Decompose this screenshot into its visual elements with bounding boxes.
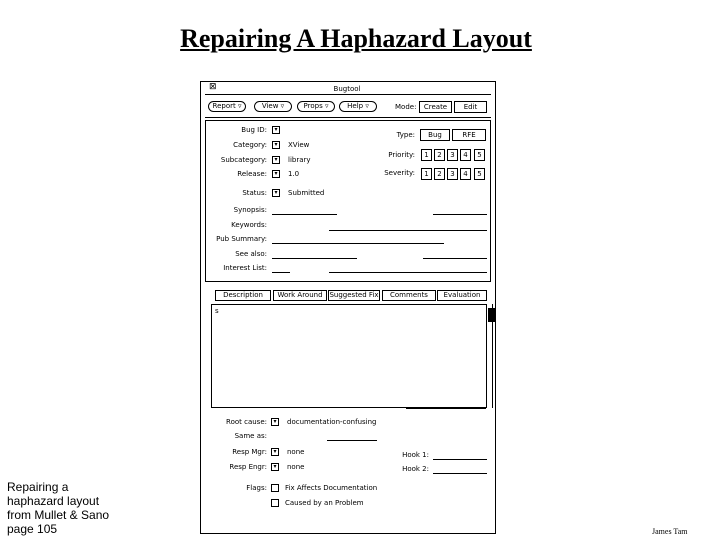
pub-summary-label: Pub Summary: (216, 235, 267, 243)
mode-label: Mode: (395, 103, 417, 111)
type-rfe-option[interactable]: RFE (452, 129, 486, 141)
author-credit: James Tam (652, 527, 688, 536)
subcategory-menu-button[interactable]: ▾ (272, 156, 280, 164)
menu-label: Help (347, 102, 364, 110)
bugtool-window (200, 81, 496, 534)
category-value: XView (288, 141, 310, 149)
description-text-area[interactable] (211, 304, 487, 408)
root-cause-value: documentation-confusing (287, 418, 377, 426)
view-menu-button[interactable] (254, 101, 292, 112)
tab-evaluation[interactable]: Evaluation (437, 290, 487, 301)
resp-engr-menu-button[interactable]: ▾ (271, 463, 279, 471)
menu-divider (205, 117, 491, 118)
chevron-down-icon: ▿ (237, 102, 242, 110)
mode-create-option[interactable]: Create (419, 101, 452, 113)
hook2-label: Hook 2: (402, 465, 429, 473)
flag-problem-label: Caused by an Problem (285, 499, 364, 507)
bug-id-field[interactable]: ▾ (272, 126, 280, 134)
same-as-label: Same as: (234, 432, 267, 440)
menu-label: View (261, 102, 279, 110)
text-area-content: s (215, 307, 219, 315)
severity-option-3[interactable]: 3 (447, 168, 458, 180)
resp-mgr-menu-button[interactable]: ▾ (271, 448, 279, 456)
synopsis-field-extra[interactable] (433, 214, 487, 215)
chevron-down-icon: ▿ (365, 102, 369, 110)
status-value: Submitted (288, 189, 325, 197)
hook1-label: Hook 1: (402, 451, 429, 459)
help-menu-button[interactable] (339, 101, 377, 112)
severity-option-5[interactable]: 5 (474, 168, 485, 180)
see-also-label: See also: (235, 250, 267, 258)
flag-documentation-checkbox[interactable] (271, 484, 279, 492)
severity-label: Severity: (384, 169, 415, 177)
text-area-underline (406, 408, 486, 409)
props-menu-button[interactable] (297, 101, 335, 112)
resp-mgr-label: Resp Mgr: (232, 448, 267, 456)
chevron-down-icon: ▿ (280, 102, 285, 110)
interest-list-field-extra[interactable] (329, 272, 487, 273)
scrollbar[interactable] (488, 304, 496, 408)
priority-option-2[interactable]: 2 (434, 149, 445, 161)
flag-problem-checkbox[interactable] (271, 499, 279, 507)
priority-option-1[interactable]: 1 (421, 149, 432, 161)
same-as-field[interactable] (327, 440, 377, 441)
root-cause-label: Root cause: (226, 418, 267, 426)
release-value: 1.0 (288, 170, 300, 178)
menu-label: Report (212, 102, 236, 110)
priority-option-5[interactable]: 5 (474, 149, 485, 161)
hook2-field[interactable] (433, 473, 487, 474)
root-cause-menu-button[interactable]: ▾ (271, 418, 279, 426)
interest-list-field[interactable] (272, 272, 290, 273)
tab-suggested-fix[interactable]: Suggested Fix (329, 291, 379, 299)
priority-label: Priority: (388, 151, 415, 159)
tab-description[interactable]: Description (215, 290, 271, 301)
slide-title: Repairing A Haphazard Layout (180, 24, 532, 53)
severity-option-4[interactable]: 4 (460, 168, 471, 180)
pub-summary-field[interactable] (272, 243, 444, 244)
status-menu-button[interactable]: ▾ (272, 189, 280, 197)
flag-documentation-label: Fix Affects Documentation (285, 484, 378, 492)
chevron-down-icon: ▿ (324, 102, 329, 110)
interest-list-label: Interest List: (223, 264, 267, 272)
subcategory-value: library (288, 156, 311, 164)
see-also-field-extra[interactable] (423, 258, 487, 259)
subcategory-label: Subcategory: (220, 156, 267, 164)
priority-option-4[interactable]: 4 (460, 149, 471, 161)
menu-label: Props (303, 102, 323, 110)
resp-mgr-value: none (287, 448, 305, 456)
severity-option-1[interactable]: 1 (421, 168, 432, 180)
mode-edit-option[interactable]: Edit (454, 101, 487, 113)
severity-option-2[interactable]: 2 (434, 168, 445, 180)
bug-id-label: Bug ID: (241, 126, 267, 134)
close-icon[interactable]: ⊠ (209, 82, 217, 92)
category-menu-button[interactable]: ▾ (272, 141, 280, 149)
synopsis-label: Synopsis: (233, 206, 267, 214)
synopsis-field[interactable] (272, 214, 337, 215)
status-label: Status: (242, 189, 267, 197)
release-label: Release: (237, 170, 267, 178)
slide-caption: Repairing a haphazard layout from Mullet & Sano page 105 (7, 480, 110, 536)
tab-work-around[interactable]: Work Around (273, 290, 327, 301)
flags-label: Flags: (246, 484, 267, 492)
tab-comments[interactable]: Comments (382, 290, 436, 301)
category-label: Category: (233, 141, 267, 149)
report-menu-button[interactable] (208, 101, 246, 112)
type-bug-option[interactable]: Bug (420, 129, 450, 141)
hook1-field[interactable] (433, 459, 487, 460)
priority-option-3[interactable]: 3 (447, 149, 458, 161)
keywords-field[interactable] (329, 230, 487, 231)
scrollbar-thumb[interactable] (488, 308, 496, 322)
type-label: Type: (396, 131, 415, 139)
see-also-field[interactable] (272, 258, 357, 259)
keywords-label: Keywords: (231, 221, 267, 229)
title-bar-divider (205, 94, 491, 95)
window-title: Bugtool (333, 85, 361, 93)
release-menu-button[interactable]: ▾ (272, 170, 280, 178)
resp-engr-value: none (287, 463, 305, 471)
resp-engr-label: Resp Engr: (229, 463, 267, 471)
